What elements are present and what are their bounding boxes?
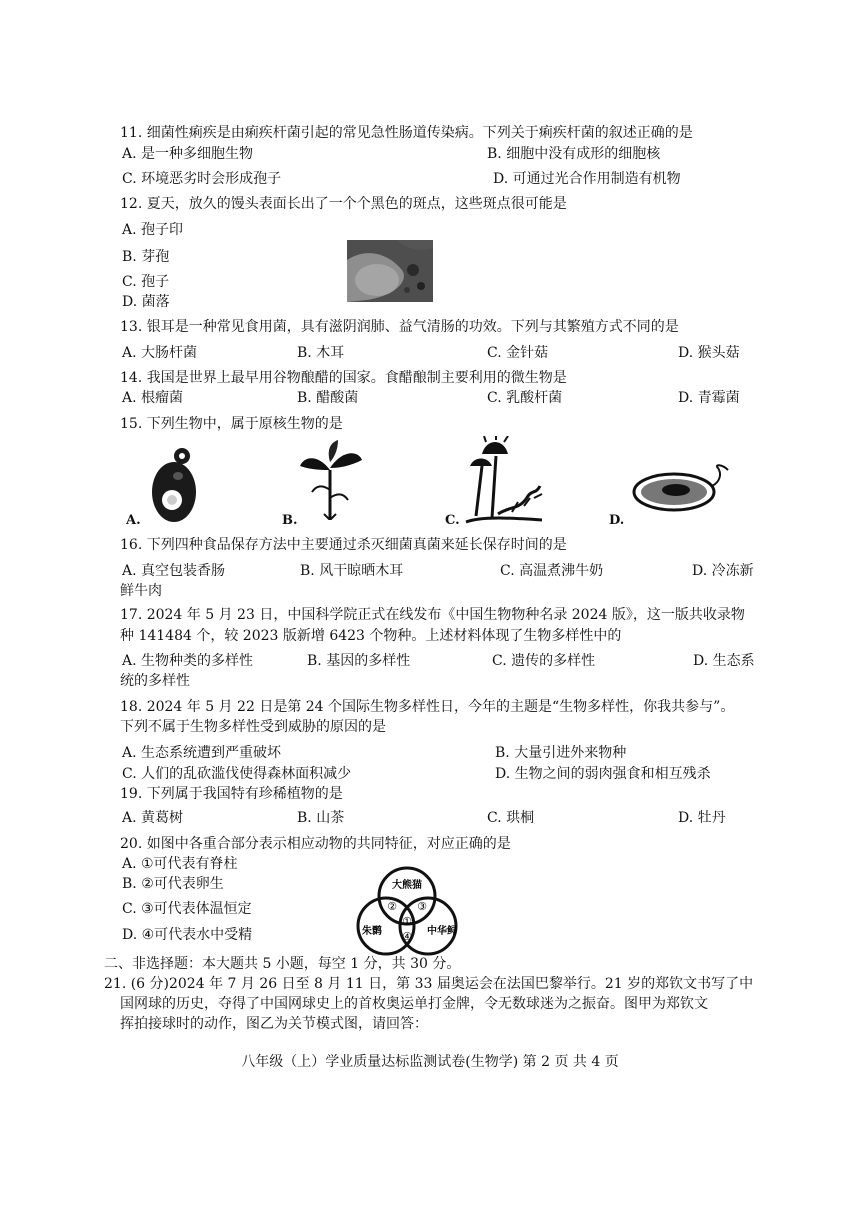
q12-option-a: A. 孢子印: [122, 222, 184, 238]
q13-option-a: A. 大肠杆菌: [122, 345, 198, 361]
venn-region-2: ②: [387, 900, 397, 913]
q18-option-c: C. 人们的乱砍滥伐使得森林面积减少: [122, 766, 352, 782]
q14-stem: 14. 我国是世界上最早用谷物酿醋的国家。食醋酿制主要利用的微生物是: [120, 370, 567, 386]
q19-option-d: D. 牡丹: [678, 810, 726, 826]
q16-option-a: A. 真空包装香肠: [122, 563, 226, 579]
q15-option-b: B.: [282, 513, 298, 528]
mantou-photo: [347, 240, 433, 302]
q18-option-d: D. 生物之间的弱肉强食和相互残杀: [495, 766, 711, 782]
yeast-cell-figure: [148, 446, 200, 526]
q14-option-d: D. 青霉菌: [678, 390, 740, 406]
q12-option-c: C. 孢子: [122, 274, 170, 290]
q13-option-b: B. 木耳: [297, 345, 345, 361]
q18-option-b: B. 大量引进外来物种: [495, 745, 627, 761]
q16-option-b: B. 风干晾晒木耳: [300, 563, 404, 579]
q18-option-a: A. 生态系统遭到严重破坏: [122, 745, 282, 761]
q11-option-a: A. 是一种多细胞生物: [122, 146, 254, 162]
bacterium-figure: [632, 464, 732, 514]
q17-option-c: C. 遗传的多样性: [492, 653, 596, 669]
venn-diagram: [354, 864, 460, 958]
venn-label-right: 中华鲟: [427, 926, 457, 937]
q14-option-b: B. 醋酸菌: [297, 390, 359, 406]
q11-option-b: B. 细胞中没有成形的细胞核: [487, 146, 661, 162]
venn-label-left: 朱鹮: [362, 926, 382, 937]
q18-stem-line1: 18. 2024 年 5 月 22 日是第 24 个国际生物多样性日，今年的主题是“生物多样性，你我共参与”。: [120, 699, 735, 715]
q12-option-d: D. 菌落: [122, 294, 170, 310]
q17-option-d-continued: 统的多样性: [120, 673, 190, 689]
q21-line3: 挥拍接球时的动作，图乙为关节模式图，请回答：: [120, 1016, 428, 1032]
q12-stem: 12. 夏天，放久的馒头表面长出了一个个黑色的斑点，这些斑点很可能是: [120, 196, 567, 212]
q14-option-c: C. 乳酸杆菌: [487, 390, 563, 406]
q17-stem-line1: 17. 2024 年 5 月 23 日，中国科学院正式在线发布《中国生物物种名录 2024 版》，这一版共收录物: [120, 607, 745, 623]
q16-option-d-continued: 鲜牛肉: [120, 583, 162, 599]
q16-option-c: C. 高温煮沸牛奶: [500, 563, 604, 579]
q16-stem: 16. 下列四种食品保存方法中主要通过杀灭细菌真菌来延长保存时间的是: [120, 537, 567, 553]
q15-option-c: C.: [445, 513, 460, 528]
q21-line2: 国网球的历史，夺得了中国网球史上的首枚奥运单打金牌，令无数球迷为之振奋。图甲为郑钦文: [120, 996, 708, 1012]
q13-option-d: D. 猴头菇: [678, 345, 740, 361]
q21-line1: 21. (6 分)2024 年 7 月 26 日至 8 月 11 日，第 33 届奥运会在法国巴黎举行。21 岁的郑钦文书写了中: [104, 976, 754, 992]
page-footer: 八年级（上）学业质量达标监测试卷(生物学) 第 2 页 共 4 页: [241, 1054, 619, 1070]
moss-fern-figure: [462, 436, 548, 524]
venn-region-4: ④: [402, 930, 412, 943]
venn-label-top: 大熊猫: [392, 880, 422, 891]
q12-option-b: B. 芽孢: [122, 249, 170, 265]
q20-option-b: B. ②可代表卵生: [122, 876, 224, 892]
q11-option-c: C. 环境恶劣时会形成孢子: [122, 171, 282, 187]
q17-option-d: D. 生态系: [693, 653, 755, 669]
q11-stem: 11. 细菌性痢疾是由痢疾杆菌引起的常见急性肠道传染病。下列关于痢疾杆菌的叙述正确的是: [120, 125, 693, 141]
venn-region-3: ③: [417, 900, 427, 913]
q19-stem: 19. 下列属于我国特有珍稀植物的是: [120, 786, 343, 802]
section-two-heading: 二、非选择题：本大题共 5 小题，每空 1 分，共 30 分。: [104, 956, 461, 972]
q11-option-d: D. 可通过光合作用制造有机物: [493, 171, 681, 187]
q15-option-d: D.: [609, 513, 625, 528]
q20-option-c: C. ③可代表体温恒定: [122, 901, 252, 917]
q20-option-a: A. ①可代表有脊柱: [122, 856, 238, 872]
q14-option-a: A. 根瘤菌: [122, 390, 184, 406]
q19-option-c: C. 珙桐: [487, 810, 535, 826]
q17-option-b: B. 基因的多样性: [307, 653, 411, 669]
q20-stem: 20. 如图中各重合部分表示相应动物的共同特征，对应正确的是: [120, 836, 511, 852]
q20-option-d: D. ④可代表水中受精: [122, 927, 253, 943]
plant-seedling-figure: [298, 440, 364, 520]
q13-stem: 13. 银耳是一种常见食用菌，具有滋阴润肺、益气清肠的功效。下列与其繁殖方式不同的是: [120, 319, 679, 335]
q16-option-d: D. 冷冻新: [692, 563, 754, 579]
q19-option-a: A. 黄葛树: [122, 810, 184, 826]
q19-option-b: B. 山茶: [297, 810, 345, 826]
venn-region-1: ①: [402, 915, 412, 928]
q18-stem-line2: 下列不属于生物多样性受到威胁的原因的是: [120, 719, 386, 735]
q15-option-a: A.: [126, 513, 141, 528]
q13-option-c: C. 金针菇: [487, 345, 549, 361]
q17-option-a: A. 生物种类的多样性: [122, 653, 254, 669]
q17-stem-line2: 种 141484 个，较 2023 版新增 6423 个物种。上述材料体现了生物多样性中的: [120, 628, 622, 644]
q15-stem: 15. 下列生物中，属于原核生物的是: [120, 416, 343, 432]
